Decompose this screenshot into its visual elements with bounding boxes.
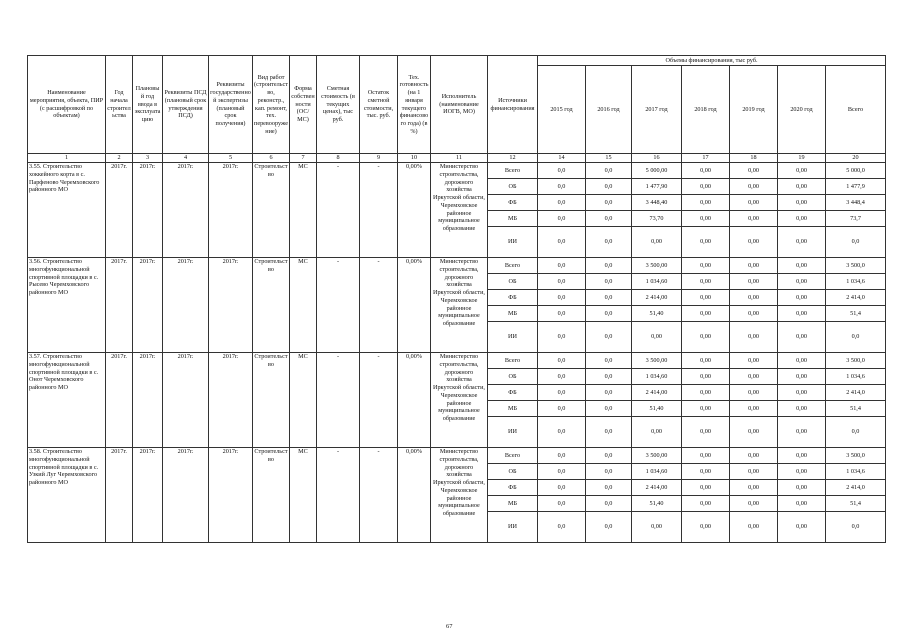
funding-value: 5 000,0	[826, 163, 886, 179]
funding-source: ФБ	[488, 195, 538, 211]
funding-value: 0,0	[586, 322, 632, 353]
funding-value: 0,00	[778, 163, 826, 179]
column-number: 15	[586, 154, 632, 163]
psd-date: 2017г.	[163, 448, 209, 543]
funding-value: 0,00	[682, 496, 730, 512]
column-number: 17	[682, 154, 730, 163]
column-number: 6	[253, 154, 290, 163]
header-name: Наименование мероприятия, объекта, ПИР (с расшифровкой по объектам)	[28, 56, 106, 154]
object-name: 3.55. Строительство хоккейного корта в с. Парфеново Черемховского районного МО	[28, 163, 106, 258]
funding-value: 1 034,6	[826, 274, 886, 290]
funding-value: 0,00	[682, 290, 730, 306]
funding-value: 0,00	[730, 480, 778, 496]
funding-value: 3 448,4	[826, 195, 886, 211]
funding-value: 51,4	[826, 496, 886, 512]
column-number: 10	[398, 154, 431, 163]
funding-source: МБ	[488, 496, 538, 512]
funding-value: 0,0	[586, 353, 632, 369]
funding-value: 0,00	[778, 290, 826, 306]
header-readiness: Тех. готовность (на 1 января текущего финансового года) (в %)	[398, 56, 431, 154]
funding-source: ИИ	[488, 227, 538, 258]
funding-source: ИИ	[488, 512, 538, 543]
funding-value: 3 500,0	[826, 448, 886, 464]
funding-value: 0,0	[586, 274, 632, 290]
funding-value: 0,00	[778, 448, 826, 464]
funding-value: 3 500,0	[826, 258, 886, 274]
header-commission-year: Плановый год ввода в эксплуатацию	[133, 56, 163, 154]
header-year: Всего	[826, 66, 886, 154]
funding-value: 2 414,00	[632, 290, 682, 306]
funding-value: 0,00	[682, 322, 730, 353]
header-remain: Остаток сметной стоимости, тыс. руб.	[360, 56, 398, 154]
funding-value: 0,00	[730, 401, 778, 417]
funding-value: 0,00	[778, 258, 826, 274]
funding-value: 0,0	[586, 163, 632, 179]
funding-value: 0,00	[778, 353, 826, 369]
funding-value: 0,00	[730, 290, 778, 306]
funding-source: ОБ	[488, 464, 538, 480]
funding-value: 0,0	[538, 306, 586, 322]
commission-year: 2017г.	[133, 448, 163, 543]
header-psd: Реквизиты ПСД (плановый срок утверждения ПСД)	[163, 56, 209, 154]
funding-value: 0,0	[538, 496, 586, 512]
column-number: 9	[360, 154, 398, 163]
funding-value: 3 448,40	[632, 195, 682, 211]
funding-value: 0,0	[538, 464, 586, 480]
column-number: 8	[317, 154, 360, 163]
funding-value: 0,0	[538, 290, 586, 306]
funding-value: 0,00	[730, 385, 778, 401]
ownership: МС	[290, 353, 317, 448]
expertise-date: 2017г.	[209, 163, 253, 258]
funding-value: 0,00	[682, 480, 730, 496]
funding-value: 0,00	[778, 385, 826, 401]
column-number: 1	[28, 154, 106, 163]
funding-value: 0,00	[730, 322, 778, 353]
funding-value: 1 477,9	[826, 179, 886, 195]
funding-value: 0,00	[730, 274, 778, 290]
funding-value: 0,0	[586, 306, 632, 322]
header-work-type: Вид работ (строительство, реконстр., кап. ремонт, тех. перевооружение)	[253, 56, 290, 154]
funding-source: ОБ	[488, 179, 538, 195]
funding-value: 0,0	[586, 179, 632, 195]
funding-value: 0,00	[682, 179, 730, 195]
funding-source: Всего	[488, 258, 538, 274]
funding-source: ОБ	[488, 274, 538, 290]
start-year: 2017г.	[106, 163, 133, 258]
funding-value: 0,00	[682, 274, 730, 290]
funding-value: 2 414,0	[826, 385, 886, 401]
commission-year: 2017г.	[133, 163, 163, 258]
header-expertise: Реквизиты государственной экспертизы (плановый срок получения)	[209, 56, 253, 154]
funding-source: ФБ	[488, 385, 538, 401]
funding-value: 0,0	[538, 195, 586, 211]
table-row	[28, 353, 886, 369]
funding-value: 73,70	[632, 211, 682, 227]
funding-value: 0,00	[778, 369, 826, 385]
funding-source: Всего	[488, 163, 538, 179]
funding-value: 0,00	[730, 195, 778, 211]
funding-value: 3 500,00	[632, 258, 682, 274]
funding-value: 0,00	[730, 512, 778, 543]
header-cost: Сметная стоимость (в текущих ценах), тыс руб.	[317, 56, 360, 154]
funding-value: 0,0	[538, 401, 586, 417]
funding-value: 0,0	[586, 512, 632, 543]
funding-value: 0,0	[538, 385, 586, 401]
funding-source: ИИ	[488, 322, 538, 353]
funding-value: 1 034,60	[632, 464, 682, 480]
funding-value: 0,0	[538, 353, 586, 369]
page-number: 67	[446, 623, 453, 630]
psd-date: 2017г.	[163, 163, 209, 258]
funding-value: 0,0	[586, 417, 632, 448]
funding-value: 51,4	[826, 401, 886, 417]
funding-value: 0,0	[586, 496, 632, 512]
funding-value: 0,00	[778, 322, 826, 353]
header-year: 2019 год	[730, 66, 778, 154]
funding-source: ОБ	[488, 369, 538, 385]
header-year: 2018 год	[682, 66, 730, 154]
column-number: 7	[290, 154, 317, 163]
funding-value: 0,00	[730, 448, 778, 464]
funding-value: 1 034,6	[826, 464, 886, 480]
funding-value: 0,00	[682, 306, 730, 322]
funding-value: 0,00	[682, 369, 730, 385]
funding-value: 0,0	[538, 274, 586, 290]
funding-value: 0,0	[586, 290, 632, 306]
funding-value: 0,0	[538, 480, 586, 496]
work-type: Строительство	[253, 163, 290, 258]
funding-value: 0,00	[682, 227, 730, 258]
funding-value: 0,0	[538, 448, 586, 464]
header-ownership: Форма собственности (ОС/МС)	[290, 56, 317, 154]
funding-value: 0,00	[778, 306, 826, 322]
column-number: 19	[778, 154, 826, 163]
funding-value: 51,4	[826, 306, 886, 322]
funding-value: 0,0	[586, 464, 632, 480]
funding-value: 0,00	[778, 274, 826, 290]
header-sources: Источники финансирования	[488, 56, 538, 154]
funding-value: 0,00	[682, 195, 730, 211]
funding-value: 0,00	[682, 417, 730, 448]
remaining-cost: -	[360, 448, 398, 543]
table-row	[28, 163, 886, 179]
ownership: МС	[290, 163, 317, 258]
estimated-cost: -	[317, 353, 360, 448]
funding-value: 1 477,90	[632, 179, 682, 195]
column-number: 4	[163, 154, 209, 163]
funding-value: 0,00	[730, 227, 778, 258]
funding-value: 0,0	[586, 480, 632, 496]
readiness: 0,00%	[398, 258, 431, 353]
header-executor: Исполнитель (наименование ИОГВ, МО)	[431, 56, 488, 154]
funding-value: 0,00	[682, 385, 730, 401]
funding-source: Всего	[488, 353, 538, 369]
funding-value: 0,0	[586, 211, 632, 227]
table-row	[28, 448, 886, 464]
funding-value: 0,0	[826, 417, 886, 448]
funding-value: 0,0	[586, 369, 632, 385]
funding-value: 0,00	[730, 258, 778, 274]
work-type: Строительство	[253, 258, 290, 353]
funding-value: 0,0	[586, 385, 632, 401]
ownership: МС	[290, 448, 317, 543]
estimated-cost: -	[317, 448, 360, 543]
funding-value: 0,00	[682, 353, 730, 369]
funding-value: 0,0	[538, 369, 586, 385]
financing-table	[27, 55, 886, 543]
executor: Министерство строительства, дорожного хозяйства Иркутской области, Черемховское районное муниципальное образование	[431, 258, 488, 353]
expertise-date: 2017г.	[209, 353, 253, 448]
psd-date: 2017г.	[163, 258, 209, 353]
funding-value: 0,0	[538, 211, 586, 227]
funding-value: 3 500,00	[632, 448, 682, 464]
funding-value: 0,0	[586, 448, 632, 464]
funding-value: 0,00	[730, 163, 778, 179]
funding-value: 0,0	[538, 322, 586, 353]
funding-value: 0,00	[682, 448, 730, 464]
column-number: 16	[632, 154, 682, 163]
executor: Министерство строительства, дорожного хозяйства Иркутской области, Черемховское районное муниципальное образование	[431, 163, 488, 258]
column-number: 18	[730, 154, 778, 163]
work-type: Строительство	[253, 448, 290, 543]
funding-value: 0,00	[730, 369, 778, 385]
funding-value: 0,0	[826, 227, 886, 258]
column-number: 20	[826, 154, 886, 163]
funding-value: 0,00	[730, 179, 778, 195]
executor: Министерство строительства, дорожного хозяйства Иркутской области, Черемховское районное муниципальное образование	[431, 353, 488, 448]
funding-value: 0,00	[730, 306, 778, 322]
funding-value: 1 034,6	[826, 369, 886, 385]
remaining-cost: -	[360, 258, 398, 353]
funding-value: 0,0	[826, 512, 886, 543]
funding-value: 73,7	[826, 211, 886, 227]
funding-value: 0,0	[538, 258, 586, 274]
header-year: 2016 год	[586, 66, 632, 154]
start-year: 2017г.	[106, 353, 133, 448]
funding-value: 3 500,00	[632, 353, 682, 369]
remaining-cost: -	[360, 353, 398, 448]
funding-value: 51,40	[632, 496, 682, 512]
funding-value: 5 000,00	[632, 163, 682, 179]
expertise-date: 2017г.	[209, 448, 253, 543]
start-year: 2017г.	[106, 448, 133, 543]
funding-value: 0,0	[538, 512, 586, 543]
funding-value: 0,00	[682, 211, 730, 227]
header-year: 2020 год	[778, 66, 826, 154]
funding-value: 0,00	[778, 480, 826, 496]
column-number: 14	[538, 154, 586, 163]
funding-value: 0,00	[632, 512, 682, 543]
funding-value: 0,0	[586, 258, 632, 274]
funding-value: 51,40	[632, 401, 682, 417]
header-start-year: Год начала строительства	[106, 56, 133, 154]
funding-value: 2 414,0	[826, 290, 886, 306]
funding-value: 0,00	[682, 464, 730, 480]
funding-value: 2 414,00	[632, 480, 682, 496]
readiness: 0,00%	[398, 448, 431, 543]
funding-source: ФБ	[488, 290, 538, 306]
readiness: 0,00%	[398, 163, 431, 258]
column-number: 5	[209, 154, 253, 163]
funding-value: 0,00	[632, 417, 682, 448]
funding-source: ФБ	[488, 480, 538, 496]
estimated-cost: -	[317, 258, 360, 353]
funding-value: 0,00	[730, 417, 778, 448]
funding-source: МБ	[488, 211, 538, 227]
funding-value: 0,0	[538, 163, 586, 179]
funding-value: 2 414,00	[632, 385, 682, 401]
remaining-cost: -	[360, 163, 398, 258]
readiness: 0,00%	[398, 353, 431, 448]
psd-date: 2017г.	[163, 353, 209, 448]
funding-value: 0,00	[730, 464, 778, 480]
funding-value: 0,00	[778, 195, 826, 211]
funding-value: 0,00	[632, 227, 682, 258]
funding-value: 0,00	[682, 401, 730, 417]
funding-value: 0,00	[778, 464, 826, 480]
funding-source: ИИ	[488, 417, 538, 448]
column-number: 2	[106, 154, 133, 163]
funding-value: 0,00	[778, 512, 826, 543]
commission-year: 2017г.	[133, 258, 163, 353]
start-year: 2017г.	[106, 258, 133, 353]
funding-value: 0,0	[538, 179, 586, 195]
funding-source: МБ	[488, 306, 538, 322]
funding-value: 0,00	[778, 179, 826, 195]
funding-value: 0,0	[826, 322, 886, 353]
funding-value: 0,00	[682, 512, 730, 543]
funding-value: 0,0	[586, 401, 632, 417]
funding-value: 0,00	[778, 417, 826, 448]
executor: Министерство строительства, дорожного хозяйства Иркутской области, Черемховское районное муниципальное образование	[431, 448, 488, 543]
funding-value: 51,40	[632, 306, 682, 322]
object-name: 3.56. Строительство многофункциональной спортивной площадки в с. Рысево Черемховского районного МО	[28, 258, 106, 353]
header-year: 2015 год	[538, 66, 586, 154]
funding-value: 0,0	[586, 195, 632, 211]
funding-value: 0,00	[730, 353, 778, 369]
funding-value: 0,00	[778, 211, 826, 227]
column-number: 11	[431, 154, 488, 163]
funding-value: 2 414,0	[826, 480, 886, 496]
funding-value: 0,00	[778, 227, 826, 258]
header-year: 2017 год	[632, 66, 682, 154]
funding-value: 0,00	[730, 496, 778, 512]
funding-source: МБ	[488, 401, 538, 417]
funding-value: 0,0	[538, 417, 586, 448]
object-name: 3.58. Строительство многофункциональной спортивной площадки в с. Узкий Луг Черемховского районного МО	[28, 448, 106, 543]
funding-value: 1 034,60	[632, 274, 682, 290]
funding-value: 0,00	[632, 322, 682, 353]
funding-value: 0,00	[778, 496, 826, 512]
column-number: 3	[133, 154, 163, 163]
commission-year: 2017г.	[133, 353, 163, 448]
work-type: Строительство	[253, 353, 290, 448]
funding-value: 0,0	[586, 227, 632, 258]
funding-value: 0,00	[730, 211, 778, 227]
object-name: 3.57. Строительство многофункциональной спортивной площадки в с. Онот Черемховского районного МО	[28, 353, 106, 448]
estimated-cost: -	[317, 163, 360, 258]
funding-value: 0,0	[538, 227, 586, 258]
funding-value: 3 500,0	[826, 353, 886, 369]
funding-value: 0,00	[682, 163, 730, 179]
funding-value: 0,00	[778, 401, 826, 417]
table-row	[28, 258, 886, 274]
column-number: 12	[488, 154, 538, 163]
expertise-date: 2017г.	[209, 258, 253, 353]
header-funding-group: Объемы финансирования, тыс руб.	[538, 56, 886, 66]
funding-value: 0,00	[682, 258, 730, 274]
ownership: МС	[290, 258, 317, 353]
funding-value: 1 034,60	[632, 369, 682, 385]
funding-source: Всего	[488, 448, 538, 464]
